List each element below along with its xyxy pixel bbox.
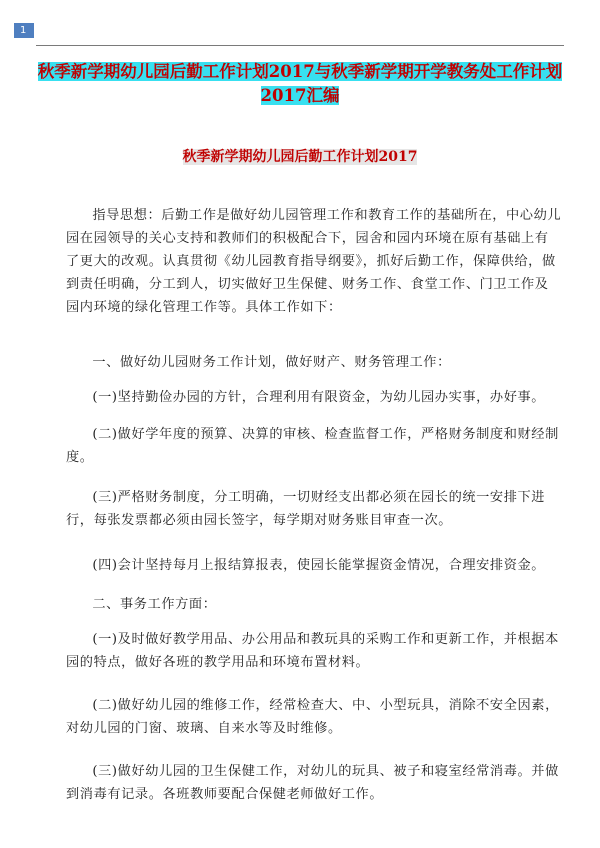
paragraph-guiding-thought: 指导思想：后勤工作是做好幼儿园管理工作和教育工作的基础所在，中心幼儿园在园领导的关心支持和教师们的积极配合下，园舍和园内环境在原有基础上有了更大的改观。认真贯彻《幼儿园教育指导纲要》，抓好后勤工作，保障供给，做到责任明确，分工到人，切实做好卫生保健、财务工作、食堂工作、门卫工作及园内环境的绿化管理工作等。具体工作如下：	[66, 208, 562, 315]
document-title	[36, 60, 564, 108]
paragraph-affairs-1: (一)及时做好教学用品、办公用品和教玩具的采购工作和更新工作，并根据本园的特点，做好各班的教学用品和环境布置材料。	[66, 632, 559, 670]
header-divider	[36, 45, 564, 46]
section-title	[36, 147, 564, 167]
paragraph-finance-1: (一)坚持勤俭办园的方针，合理利用有限资金，为幼儿园办实事，办好事。	[92, 390, 546, 405]
page-number-badge: 1	[14, 23, 34, 38]
section-title-text: 秋季新学期幼儿园后勤工作计划2017	[182, 149, 418, 165]
heading-affairs-work: 二、事务工作方面：	[92, 597, 217, 612]
paragraph-affairs-3: (三)做好幼儿园的卫生保健工作，对幼儿的玩具、被子和寝室经常消毒。并做到消毒有记录。各班教师要配合保健老师做好工作。	[66, 764, 559, 802]
document-title-text: 秋季新学期幼儿园后勤工作计划2017与秋季新学期开学教务处工作计划2017汇编	[37, 62, 563, 105]
paragraph-finance-3: (三)严格财务制度，分工明确，一切财经支出都必须在园长的统一安排下进行，每张发票都必须由园长签字，每学期对财务账目审查一次。	[66, 490, 546, 528]
heading-finance-work: 一、做好幼儿园财务工作计划，做好财产、财务管理工作：	[92, 355, 451, 370]
paragraph-finance-2: (二)做好学年度的预算、决算的审核、检查监督工作，严格财务制度和财经制度。	[66, 427, 559, 465]
paragraph-finance-4: (四)会计坚持每月上报结算报表，使园长能掌握资金情况，合理安排资金。	[92, 558, 546, 573]
paragraph-affairs-2: (二)做好幼儿园的维修工作，经常检查大、中、小型玩具，消除不安全因素，对幼儿园的门窗、玻璃、自来水等及时维修。	[66, 698, 559, 736]
